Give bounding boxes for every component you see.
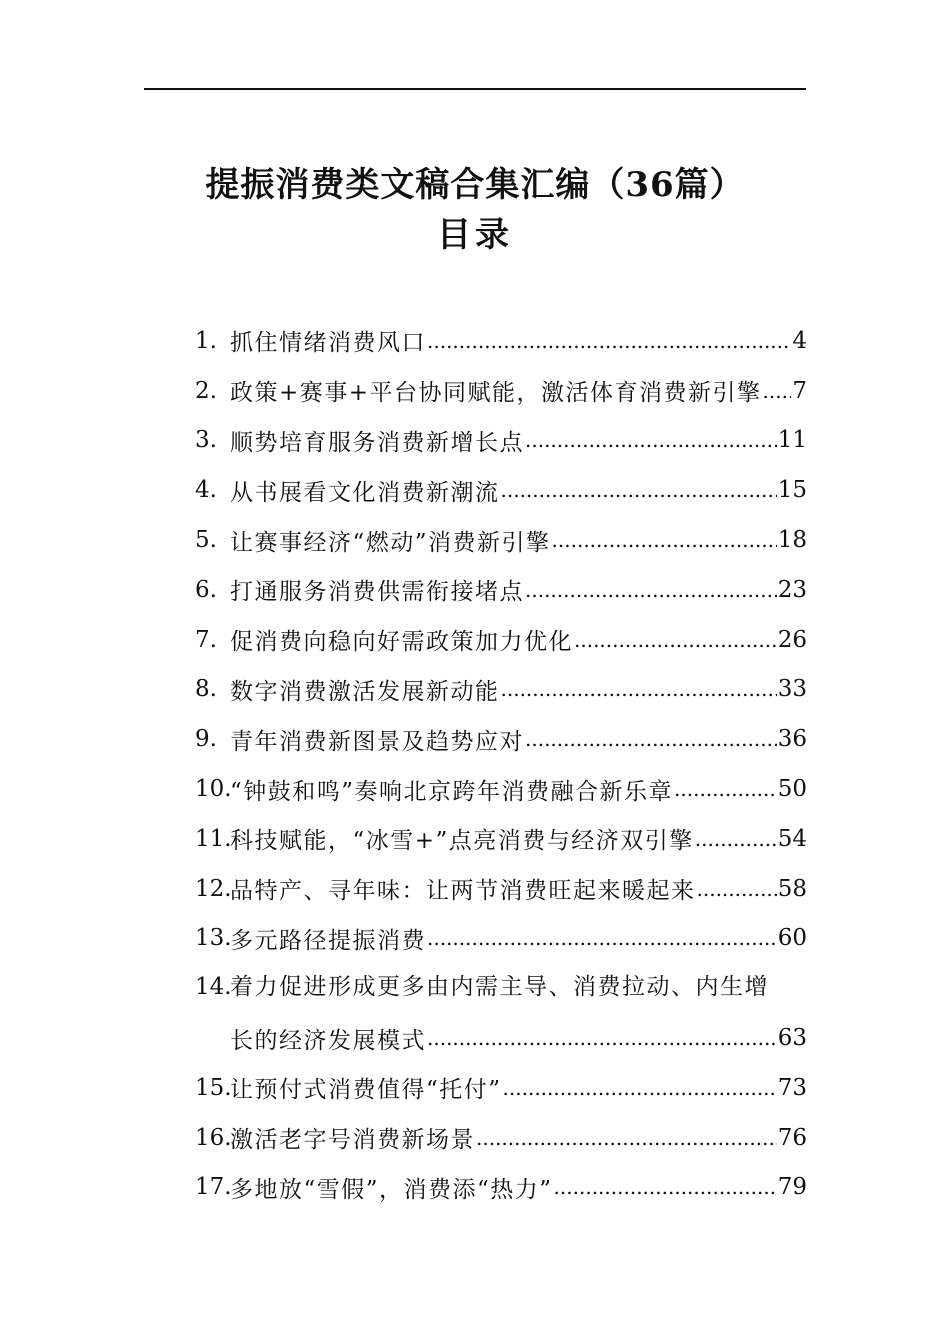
- toc-item-title: 打通服务消费供需衔接堵点: [230, 579, 524, 606]
- table-of-contents: [195, 316, 807, 1212]
- toc-item-page: 60: [777, 925, 807, 952]
- toc-item-page: 73: [777, 1074, 807, 1101]
- toc-item-title: 促消费向稳向好需政策加力优化: [230, 629, 573, 656]
- dot-leader: [695, 827, 777, 851]
- dot-leader: [674, 777, 777, 801]
- toc-item-title: 抓住情绪消费风口: [230, 330, 426, 357]
- dot-leader: [427, 1026, 777, 1050]
- toc-item[interactable]: [195, 963, 807, 1063]
- toc-item[interactable]: [195, 1063, 807, 1113]
- toc-item[interactable]: [195, 615, 807, 665]
- toc-item-number: 6.: [195, 576, 217, 603]
- toc-item[interactable]: [195, 565, 807, 615]
- dot-leader: [525, 428, 777, 452]
- toc-item-title: 多地放“雪假”，消费添“热力”: [230, 1176, 553, 1203]
- toc-item-page: 63: [777, 1025, 807, 1052]
- toc-item[interactable]: [195, 864, 807, 914]
- toc-item-page: 7: [792, 377, 807, 404]
- toc-item-page: 50: [777, 776, 807, 803]
- toc-item[interactable]: [195, 316, 807, 366]
- document-title: 提振消费类文稿合集汇编（36篇）: [205, 165, 745, 205]
- toc-item-number: 8.: [195, 676, 217, 703]
- toc-item[interactable]: [195, 1113, 807, 1163]
- toc-item-title: 品特产、寻年味：让两节消费旺起来暖起来: [230, 878, 696, 905]
- toc-item-title: 从书展看文化消费新潮流: [230, 479, 500, 506]
- toc-item-number: 1.: [195, 327, 217, 354]
- toc-item[interactable]: [195, 515, 807, 565]
- dot-leader: [501, 478, 777, 502]
- toc-item-page: 18: [777, 527, 807, 554]
- toc-item-title: “钟鼓和鸣”奏响北京跨年消费融合新乐章: [230, 778, 674, 805]
- dot-leader: [427, 329, 791, 353]
- dot-leader: [427, 926, 777, 950]
- dot-leader: [554, 1175, 777, 1199]
- toc-item-title: 数字消费激活发展新动能: [230, 678, 500, 705]
- toc-item-title: 让预付式消费值得“托付”: [230, 1077, 502, 1104]
- toc-item-number: 5.: [195, 527, 217, 554]
- toc-item-page: 26: [777, 626, 807, 653]
- toc-item-title-line1: 着力促进形成更多由内需主导、消费拉动、内生增: [230, 974, 769, 1001]
- toc-item[interactable]: [195, 1163, 807, 1213]
- toc-item-page: 23: [777, 576, 807, 603]
- toc-item-page: 54: [777, 825, 807, 852]
- toc-item-title: 科技赋能，“冰雪+”点亮消费与经济双引擎: [230, 828, 694, 855]
- toc-item-title: 政策+赛事+平台协同赋能，激活体育消费新引擎: [230, 380, 762, 407]
- toc-item[interactable]: [195, 764, 807, 814]
- toc-item[interactable]: [195, 465, 807, 515]
- toc-item-page: 76: [777, 1124, 807, 1151]
- toc-item-number: 15.: [195, 1074, 232, 1101]
- toc-item[interactable]: [195, 366, 807, 416]
- toc-item-title-line2: 长的经济发展模式: [230, 1027, 426, 1054]
- toc-item-number: 12.: [195, 875, 232, 902]
- toc-item-number: 13.: [195, 925, 232, 952]
- toc-item-number: 2.: [195, 377, 217, 404]
- toc-item[interactable]: [195, 665, 807, 715]
- toc-item-number: 10.: [195, 776, 232, 803]
- toc-item-page: 11: [777, 427, 807, 454]
- toc-item-number: 7.: [195, 626, 217, 653]
- toc-heading: 目录: [437, 215, 513, 255]
- toc-item-title: 顺势培育服务消费新增长点: [230, 429, 524, 456]
- toc-item-page: 58: [777, 875, 807, 902]
- toc-item-title: 让赛事经济“燃动”消费新引擎: [230, 529, 551, 556]
- dot-leader: [697, 877, 777, 901]
- toc-item-page: 79: [777, 1174, 807, 1201]
- dot-leader: [525, 578, 777, 602]
- toc-item-number: 3.: [195, 427, 217, 454]
- toc-item-page: 4: [792, 327, 807, 354]
- dot-leader: [574, 628, 777, 652]
- header-rule: [144, 88, 806, 90]
- toc-item[interactable]: [195, 914, 807, 964]
- toc-item-title: 青年消费新图景及趋势应对: [230, 728, 524, 755]
- toc-item-number: 9.: [195, 726, 217, 753]
- toc-item-page: 15: [777, 477, 807, 504]
- dot-leader: [525, 727, 777, 751]
- dot-leader: [763, 379, 792, 403]
- toc-item-number: 16.: [195, 1124, 232, 1151]
- toc-item[interactable]: [195, 814, 807, 864]
- toc-item-number: 17.: [195, 1174, 232, 1201]
- toc-item-page: 33: [777, 676, 807, 703]
- toc-item-title: 多元路径提振消费: [230, 927, 426, 954]
- toc-item-number: 14.: [195, 974, 232, 1001]
- dot-leader: [503, 1076, 777, 1100]
- dot-leader: [552, 528, 777, 552]
- dot-leader: [476, 1126, 777, 1150]
- toc-item[interactable]: [195, 416, 807, 466]
- toc-item-title: 激活老字号消费新场景: [230, 1127, 475, 1154]
- toc-item-page: 36: [777, 726, 807, 753]
- toc-item-number: 11.: [195, 825, 232, 852]
- toc-item[interactable]: [195, 714, 807, 764]
- toc-item-number: 4.: [195, 477, 217, 504]
- dot-leader: [501, 677, 777, 701]
